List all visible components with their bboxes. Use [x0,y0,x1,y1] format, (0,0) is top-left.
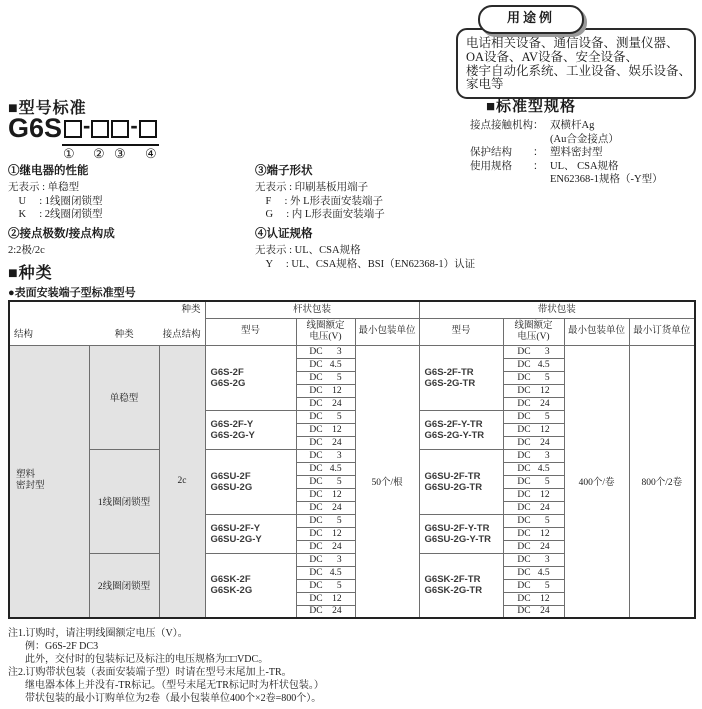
model-standard-title: ■型号标准 [8,100,87,117]
spec-value: EN62368-1规格（-Y型） [550,174,663,185]
tape-voltage-cell: DC 4.5 [503,358,564,371]
tape-model-cell: G6S-2F-TR G6S-2G-TR [419,345,503,410]
type-cell: 2线圈闭锁型 [89,553,159,618]
stick-voltage-cell: DC 3 [296,449,355,462]
stick-voltage-cell: DC 12 [296,592,355,605]
block-title: ②接点极数/接点构成 [8,228,115,240]
block-relay-performance [8,162,103,222]
tape-voltage-cell: DC 5 [503,371,564,384]
stick-voltage-cell: DC 12 [296,488,355,501]
tape-voltage-cell: DC 12 [503,527,564,540]
col-header-coil-voltage [503,318,564,345]
stick-model-cell: G6SU-2F G6SU-2G [205,449,296,514]
block-contact-poles [8,225,115,258]
stick-voltage-cell: DC 24 [296,605,355,618]
col-header-min-pack: 最小包装单位 [564,318,629,345]
tape-voltage-cell: DC 12 [503,592,564,605]
tape-voltage-cell: DC 3 [503,345,564,358]
spec-label [470,173,550,187]
stick-model-cell: G6S-2F-Y G6S-2G-Y [205,410,296,449]
model-digit-box [111,120,129,138]
model-prefix: G6S [8,113,63,143]
coil-header-line2: 电压(V) [517,331,550,342]
group-header-stick-packaging: 杆状包装 [205,301,419,318]
usage-example-tab-label: 用途例 [478,5,584,34]
block-line: G : 内 L形表面安装端子 [255,209,385,220]
tape-model-cell: G6SU-2F-Y-TR G6SU-2G-Y-TR [419,514,503,553]
spec-label: 使用规格 ： [470,160,544,172]
model-digit-box [139,120,157,138]
model-number-diagram [8,112,159,163]
stick-voltage-cell: DC 3 [296,553,355,566]
usage-line: OA设备、AV设备、安全设备、 [466,49,638,64]
stick-voltage-cell: DC 5 [296,514,355,527]
spec-value: 双横杆Ag [550,120,595,131]
structure-cell: 塑料 密封型 [9,345,89,618]
coil-header-line1: 线圈额定 [306,321,345,331]
digit-marker-2: ② [93,146,105,161]
tape-voltage-cell: DC 5 [503,514,564,527]
tape-voltage-cell: DC 12 [503,488,564,501]
block-line: 无表示 : UL、CSA规格 [255,245,361,256]
tape-model-cell: G6S-2F-Y-TR G6S-2G-Y-TR [419,410,503,449]
coil-header-line1: 线圈额定 [514,321,553,331]
footnotes [8,627,324,705]
spec-label: 接点接触机构： [470,120,544,131]
tape-model-cell: G6SK-2F-TR G6SK-2G-TR [419,553,503,618]
usage-line: 家电等 [466,77,504,92]
spec-value: (Au合金接点） [550,133,619,145]
stick-voltage-cell: DC 24 [296,540,355,553]
tape-voltage-cell: DC 24 [503,436,564,449]
spec-value: 塑料密封型 [550,147,603,158]
note-line: 例：G6S-2F DC3 [25,641,99,652]
standard-spec-section [470,95,702,187]
kinds-subtitle: ●表面安装端子型标准型号 [8,287,136,299]
col-header-contact-structure: 接点结构 [162,330,201,340]
block-line: K : 2线圈闭锁型 [8,209,103,220]
spec-value: UL、 CSA规格 [550,160,619,172]
col-header-min-order: 最小订货单位 [629,318,695,345]
block-line: F : 外 L形表面安装端子 [255,195,384,207]
stick-voltage-cell: DC 24 [296,397,355,410]
coil-header-line2: 电压(V) [309,331,342,342]
spec-label: 保护结构 ： [470,147,544,158]
col-header-kind: 种类 [114,330,134,340]
stick-voltage-cell: DC 4.5 [296,566,355,579]
type-cell: 单稳型 [89,345,159,449]
kinds-title: ■种类 [8,265,53,282]
note-line: 此外，交付时的包装标记及标注的电压规格为□□VDC。 [25,654,269,665]
block-title: ④认证规格 [255,228,313,240]
tape-voltage-cell: DC 5 [503,475,564,488]
stick-voltage-cell: DC 12 [296,527,355,540]
block-line: U : 1线圈闭锁型 [8,195,103,207]
col-header-model: 型号 [205,318,296,345]
stick-voltage-cell: DC 4.5 [296,462,355,475]
model-digit-box [91,120,109,138]
note-line: 注1.订购时，请注明线圈额定电压（V）。 [8,628,188,639]
model-table [8,300,696,619]
block-title: ①继电器的性能 [8,165,89,177]
model-boxes [62,112,159,146]
model-hyphen: - [130,113,138,138]
col-header-structure: 结构 [14,330,34,340]
stick-voltage-cell: DC 24 [296,501,355,514]
usage-example-frame [456,28,696,99]
tape-voltage-cell: DC 24 [503,540,564,553]
usage-line: 楼宇自动化系统、工业设备、娱乐设备、 [466,63,692,78]
stick-voltage-cell: DC 5 [296,579,355,592]
digit-marker-3: ③ [114,146,126,161]
block-title: ③端子形状 [255,165,313,177]
block-line: Y : UL、CSA规格、BSI（EN62368-1）认证 [255,258,476,270]
usage-example-box [456,5,696,99]
col-header-coil-voltage [296,318,355,345]
tape-voltage-cell: DC 12 [503,423,564,436]
stick-model-cell: G6S-2F G6S-2G [205,345,296,410]
stick-voltage-cell: DC 24 [296,436,355,449]
model-digit-numbers [8,146,159,163]
tape-voltage-cell: DC 5 [503,579,564,592]
tape-voltage-cell: DC 4.5 [503,566,564,579]
model-hyphen: - [83,113,91,138]
tape-voltage-cell: DC 12 [503,384,564,397]
col-header-min-pack: 最小包装单位 [355,318,419,345]
stick-voltage-cell: DC 5 [296,475,355,488]
col-header-model: 型号 [419,318,503,345]
usage-line: 电话相关设备、通信设备、测量仪器、 [466,36,679,50]
model-table-wrapper [8,300,696,619]
contact-structure-cell: 2c [159,345,205,618]
tape-voltage-cell: DC 3 [503,449,564,462]
tape-voltage-cell: DC 5 [503,410,564,423]
digit-marker-4: ④ [145,146,157,161]
note-line: 注2.订购带状包装（表面安装端子型）时请在型号末尾加上-TR。 [8,667,292,678]
block-line: 无表示 : 印刷基板用端子 [255,182,369,193]
block-certification [255,225,475,271]
tape-voltage-cell: DC 24 [503,501,564,514]
stick-voltage-cell: DC 4.5 [296,358,355,371]
tape-min-order-cell: 800个/2卷 [629,345,695,618]
table-corner-header [9,301,205,345]
tape-voltage-cell: DC 24 [503,397,564,410]
standard-spec-title: ■标准型规格 [486,98,577,115]
block-line: 2:2极/2c [8,245,45,256]
tape-model-cell: G6SU-2F-TR G6SU-2G-TR [419,449,503,514]
block-line: 无表示 : 单稳型 [8,182,80,193]
stick-voltage-cell: DC 12 [296,384,355,397]
tape-min-pack-cell: 400个/卷 [564,345,629,618]
stick-model-cell: G6SK-2F G6SK-2G [205,553,296,618]
spec-label [470,133,550,147]
stick-voltage-cell: DC 12 [296,423,355,436]
group-header-tape-packaging: 带状包装 [419,301,695,318]
note-line: 继电器本体上并没有-TR标记。（型号末尾无TR标记时为杆状包装。） [25,680,324,691]
corner-kind-label: 种类 [181,305,201,315]
digit-marker-1: ① [63,146,75,161]
stick-voltage-cell: DC 3 [296,345,355,358]
stick-voltage-cell: DC 5 [296,410,355,423]
block-terminal-shape [255,162,385,222]
stick-model-cell: G6SU-2F-Y G6SU-2G-Y [205,514,296,553]
tape-voltage-cell: DC 4.5 [503,462,564,475]
tape-voltage-cell: DC 24 [503,605,564,618]
note-line: 带状包装的最小订购单位为2卷（最小包装单位400个×2卷=800个）。 [25,693,322,704]
stick-voltage-cell: DC 5 [296,371,355,384]
type-cell: 1线圈闭锁型 [89,449,159,553]
tape-voltage-cell: DC 3 [503,553,564,566]
stick-min-pack-cell: 50个/根 [355,345,419,618]
model-digit-box [64,120,82,138]
